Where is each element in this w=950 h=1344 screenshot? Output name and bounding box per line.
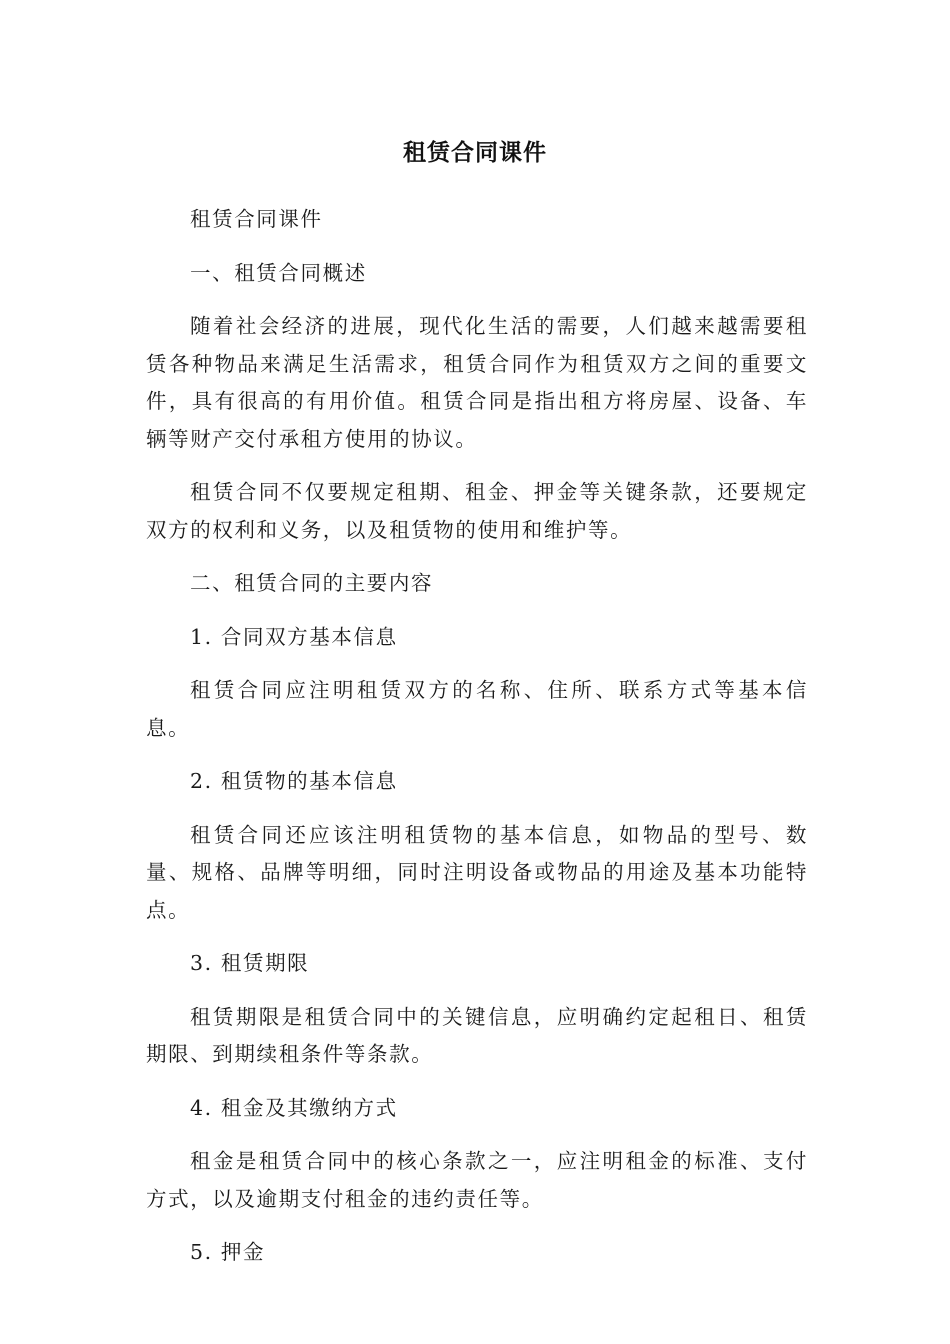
section-heading-overview: 一、租赁合同概述 (190, 260, 367, 285)
paragraph-overview-2: 租赁合同不仅要规定租期、租金、押金等关键条款，还要规定双方的权利和义务，以及租赁物的使用和维护等。 (146, 480, 808, 542)
paragraph-leased-item: 租赁合同还应该注明租赁物的基本信息，如物品的型号、数量、规格、品牌等明细，同时注明设备或物品的用途及基本功能特点。 (146, 822, 808, 922)
item-heading-lease-term: 3. 租赁期限 (190, 951, 310, 975)
paragraph-subtitle: 租赁合同课件 (190, 207, 323, 231)
item-heading-rent: 4. 租金及其缴纳方式 (190, 1095, 398, 1120)
paragraph-lease-term: 租赁期限是租赁合同中的关键信息，应明确约定起租日、租赁期限、到期续租条件等条款。 (146, 1004, 808, 1066)
item-heading-leased-item: 2. 租赁物的基本信息 (190, 769, 398, 793)
paragraph-rent: 租金是租赁合同中的核心条款之一，应注明租金的标准、支付方式，以及逾期支付租金的违约责任等。 (146, 1149, 808, 1211)
document-body (146, 201, 808, 1288)
document-title: 租赁合同课件 (403, 140, 547, 166)
item-heading-deposit: 5. 押金 (190, 1240, 266, 1264)
paragraph-overview-1: 随着社会经济的进展，现代化生活的需要，人们越来越需要租赁各种物品来满足生活需求，租赁合同作为租赁双方之间的重要文件，具有很高的有用价值。租赁合同是指出租方将房屋、设备、车辆等财产交付承租方使用的协议。 (146, 314, 808, 451)
item-heading-parties: 1. 合同双方基本信息 (190, 624, 398, 649)
section-heading-main-content: 二、租赁合同的主要内容 (190, 571, 434, 595)
paragraph-parties: 租赁合同应注明租赁双方的名称、住所、联系方式等基本信息。 (146, 678, 808, 740)
